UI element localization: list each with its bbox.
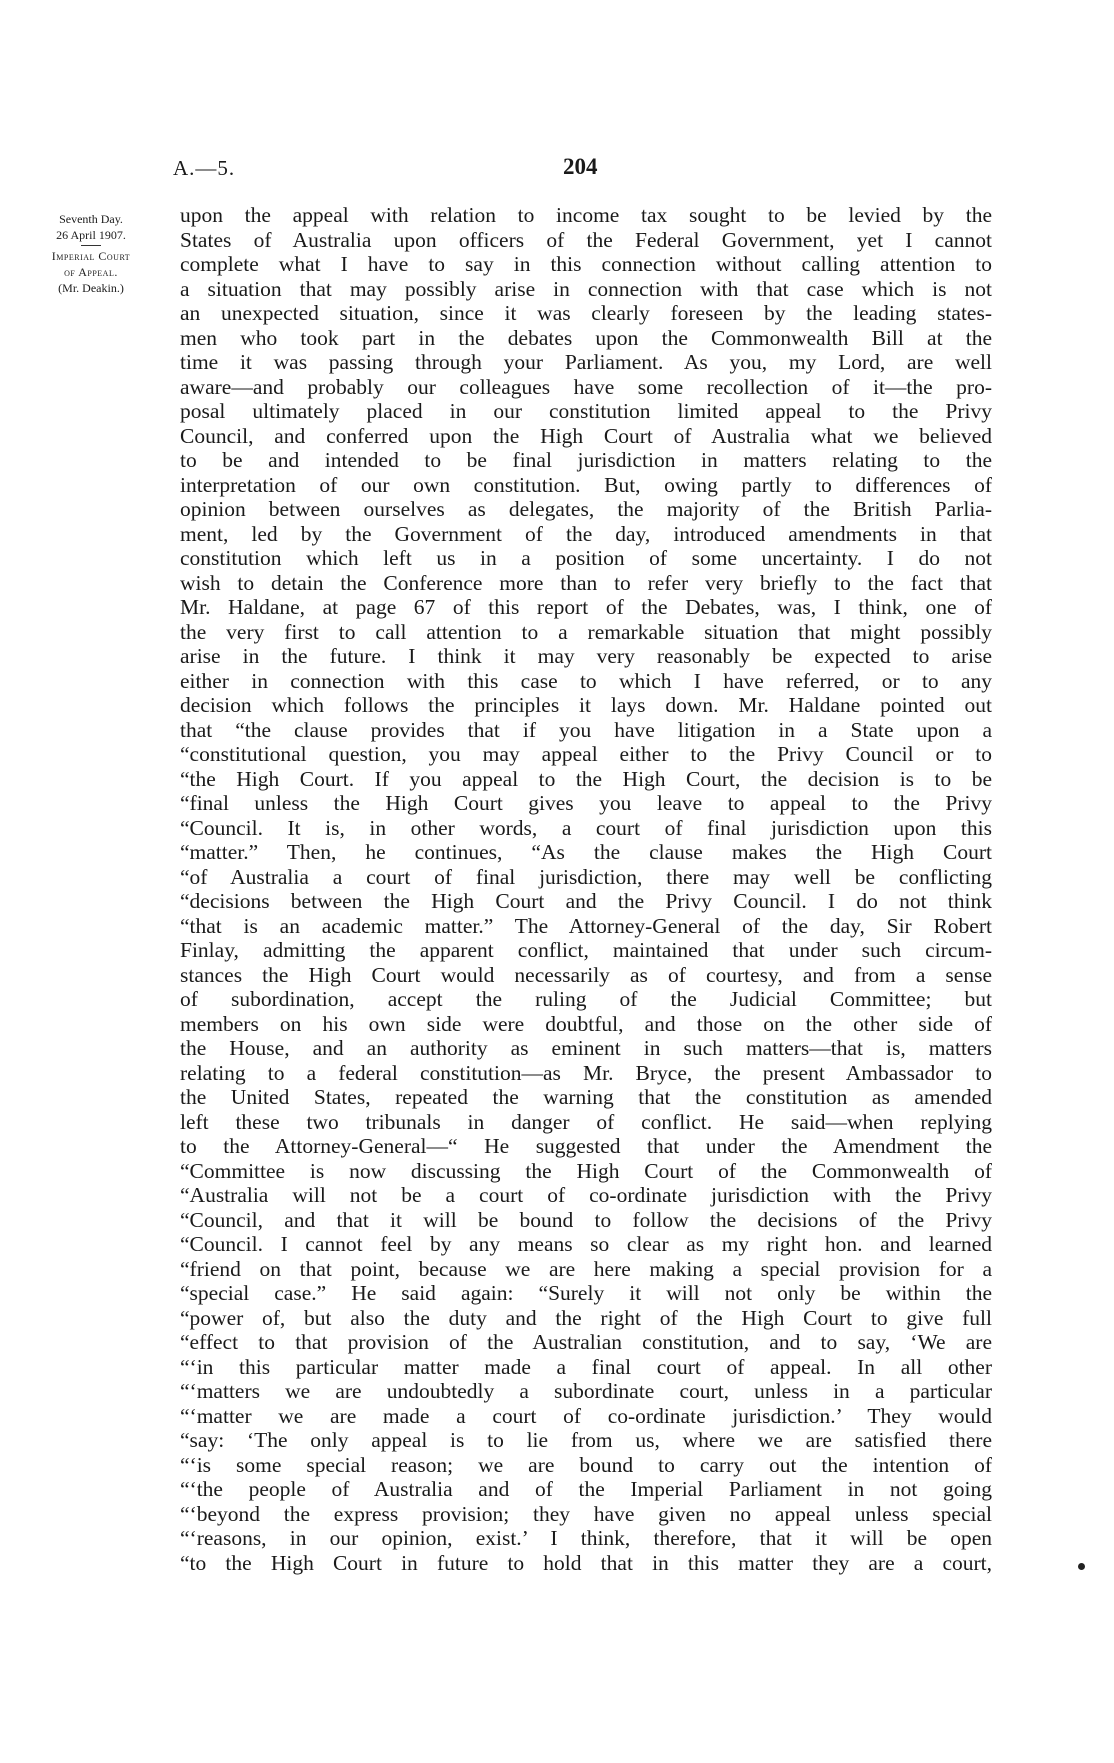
text-line: to be and intended to be final jurisdiction in matters relating to the bbox=[180, 448, 992, 472]
text-line: “final unless the High Court gives you leave to appeal to the Privy bbox=[180, 791, 992, 815]
text-line: States of Australia upon officers of the Federal Government, yet I cannot bbox=[180, 227, 992, 252]
text-line: that “the clause provides that if you have litigation in a State upon a bbox=[180, 717, 992, 742]
text-line: “Committee is now discussing the High Court of the Commonwealth of bbox=[180, 1158, 992, 1183]
text-line: “matter.” Then, he continues, “As the clause makes the High Court bbox=[180, 840, 992, 864]
text-line: members on his own side were doubtful, and those on the other side of bbox=[180, 1011, 992, 1036]
page-number: 204 bbox=[563, 154, 598, 179]
margin-note bbox=[10, 211, 172, 296]
text-line: either in connection with this case to which I have referred, or to any bbox=[180, 668, 992, 693]
text-line: an unexpected situation, since it was clearly foreseen by the leading states- bbox=[180, 301, 992, 325]
text-line: left these two tribunals in danger of conflict. He said—when replying bbox=[180, 1109, 992, 1134]
text-line: Mr. Haldane, at page 67 of this report of the Debates, was, I think, one of bbox=[180, 595, 992, 619]
text-line: “‘beyond the express provision; they have given no appeal unless special bbox=[180, 1501, 992, 1526]
text-line: “‘reasons, in our opinion, exist.’ I think, therefore, that it will be open bbox=[180, 1526, 992, 1550]
text-line: “power of, but also the duty and the right of the High Court to give full bbox=[180, 1305, 992, 1330]
text-line: Finlay, admitting the apparent conflict, maintained that under such circum- bbox=[180, 938, 992, 962]
text-line: stances the High Court would necessarily as of courtesy, and from a sense bbox=[180, 962, 992, 987]
text-line: the United States, repeated the warning that the constitution as amended bbox=[180, 1085, 992, 1109]
text-line: arise in the future. I think it may very reasonably be expected to arise bbox=[180, 644, 992, 668]
text-line: “Australia will not be a court of co-ordinate jurisdiction with the Privy bbox=[180, 1183, 992, 1207]
text-line: “Council. It is, in other words, a court of final jurisdiction upon this bbox=[180, 815, 992, 840]
margin-day: Seventh Day. bbox=[59, 212, 123, 226]
text-line: aware—and probably our colleagues have some recollection of it—the pro- bbox=[180, 374, 992, 399]
text-line: relating to a federal constitution—as Mr. Bryce, the present Ambassador to bbox=[180, 1060, 992, 1085]
text-line: “of Australia a court of final jurisdiction, there may well be conflicting bbox=[180, 864, 992, 889]
text-line: time it was passing through your Parliament. As you, my Lord, are well bbox=[180, 350, 992, 374]
text-line: decision which follows the principles it lays down. Mr. Haldane pointed out bbox=[180, 693, 992, 717]
document-reference: A.—5. bbox=[173, 156, 236, 180]
text-line: upon the appeal with relation to income tax sought to be levied by the bbox=[180, 203, 992, 227]
text-line: “to the High Court in future to hold that in this matter they are a court, bbox=[180, 1550, 992, 1575]
text-line: the very first to call attention to a remarkable situation that might possibly bbox=[180, 619, 992, 644]
text-line: Council, and conferred upon the High Court of Australia what we believed bbox=[180, 423, 992, 448]
text-line: ment, led by the Government of the day, introduced amendments in that bbox=[180, 521, 992, 546]
scan-speck bbox=[1078, 1563, 1085, 1570]
margin-speaker: (Mr. Deakin.) bbox=[58, 281, 124, 295]
text-line: constitution which left us in a position of some uncertainty. I do not bbox=[180, 546, 992, 570]
text-line: “that is an academic matter.” The Attorney-General of the day, Sir Robert bbox=[180, 913, 992, 938]
text-line: “‘in this particular matter made a final court of appeal. In all other bbox=[180, 1354, 992, 1379]
text-line: “the High Court. If you appeal to the High Court, the decision is to be bbox=[180, 766, 992, 791]
text-line: men who took part in the debates upon the Commonwealth Bill at the bbox=[180, 325, 992, 350]
text-line: “constitutional question, you may appeal either to the Privy Council or to bbox=[180, 742, 992, 766]
text-line: “decisions between the High Court and the Privy Council. I do not think bbox=[180, 889, 992, 913]
text-line: “special case.” He said again: “Surely it will not only be within the bbox=[180, 1281, 992, 1305]
text-line: “say: ‘The only appeal is to lie from us, where we are satisfied there bbox=[180, 1428, 992, 1452]
text-line: “Council, and that it will be bound to follow the decisions of the Privy bbox=[180, 1207, 992, 1232]
margin-divider bbox=[81, 245, 101, 246]
text-line: wish to detain the Conference more than to refer very briefly to the fact that bbox=[180, 570, 992, 595]
text-line: to the Attorney-General—“ He suggested that under the Amendment the bbox=[180, 1134, 992, 1158]
body-text bbox=[180, 203, 992, 1575]
text-line: “‘the people of Australia and of the Imperial Parliament in not going bbox=[180, 1477, 992, 1501]
margin-date: 26 April 1907. bbox=[56, 228, 126, 242]
text-line: posal ultimately placed in our constitution limited appeal to the Privy bbox=[180, 399, 992, 423]
margin-subject-line-1: Imperial Court bbox=[51, 249, 131, 263]
text-line: of subordination, accept the ruling of the Judicial Committee; but bbox=[180, 987, 992, 1011]
margin-subject-line-2: of Appeal. bbox=[64, 265, 118, 279]
text-line: “effect to that provision of the Australian constitution, and to say, ‘We are bbox=[180, 1330, 992, 1354]
text-line: the House, and an authority as eminent in such matters—that is, matters bbox=[180, 1036, 992, 1060]
text-line: a situation that may possibly arise in connection with that case which is not bbox=[180, 276, 992, 301]
text-line: interpretation of our own constitution. But, owing partly to differences of bbox=[180, 472, 992, 497]
text-line: complete what I have to say in this connection without calling attention to bbox=[180, 252, 992, 276]
text-line: “‘is some special reason; we are bound to carry out the intention of bbox=[180, 1452, 992, 1477]
text-line: “Council. I cannot feel by any means so clear as my right hon. and learned bbox=[180, 1232, 992, 1256]
text-line: “friend on that point, because we are here making a special provision for a bbox=[180, 1256, 992, 1281]
text-line: “‘matters we are undoubtedly a subordinate court, unless in a particular bbox=[180, 1379, 992, 1403]
text-line: “‘matter we are made a court of co-ordinate jurisdiction.’ They would bbox=[180, 1403, 992, 1428]
text-line: opinion between ourselves as delegates, the majority of the British Parlia- bbox=[180, 497, 992, 521]
